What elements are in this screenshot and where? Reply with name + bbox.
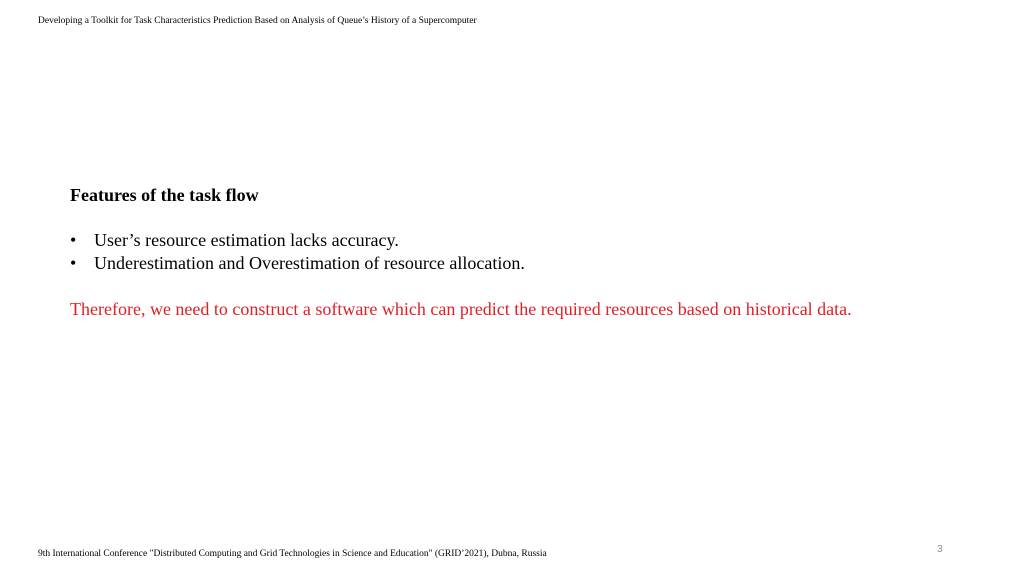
bullet-text: Underestimation and Overestimation of resource allocation. <box>94 253 525 273</box>
list-item <box>70 229 970 252</box>
bullet-icon: • <box>70 253 77 273</box>
slide-content <box>70 183 970 321</box>
section-heading: Features of the task flow <box>70 185 259 205</box>
bullet-list <box>70 229 970 275</box>
bullet-icon: • <box>70 230 77 250</box>
header-title: Developing a Toolkit for Task Characteristics Prediction Based on Analysis of Queue’s History of a Supercomputer <box>38 16 477 26</box>
bullet-text: User’s resource estimation lacks accuracy. <box>94 230 399 250</box>
conclusion-text: Therefore, we need to construct a software which can predict the required resources based on historical data. <box>70 299 852 319</box>
page-number: 3 <box>937 544 943 555</box>
list-item <box>70 252 970 275</box>
footer-text: 9th International Conference "Distributed Computing and Grid Technologies in Science and Education" (GRID’2021), Dubna, Russia <box>38 549 547 559</box>
